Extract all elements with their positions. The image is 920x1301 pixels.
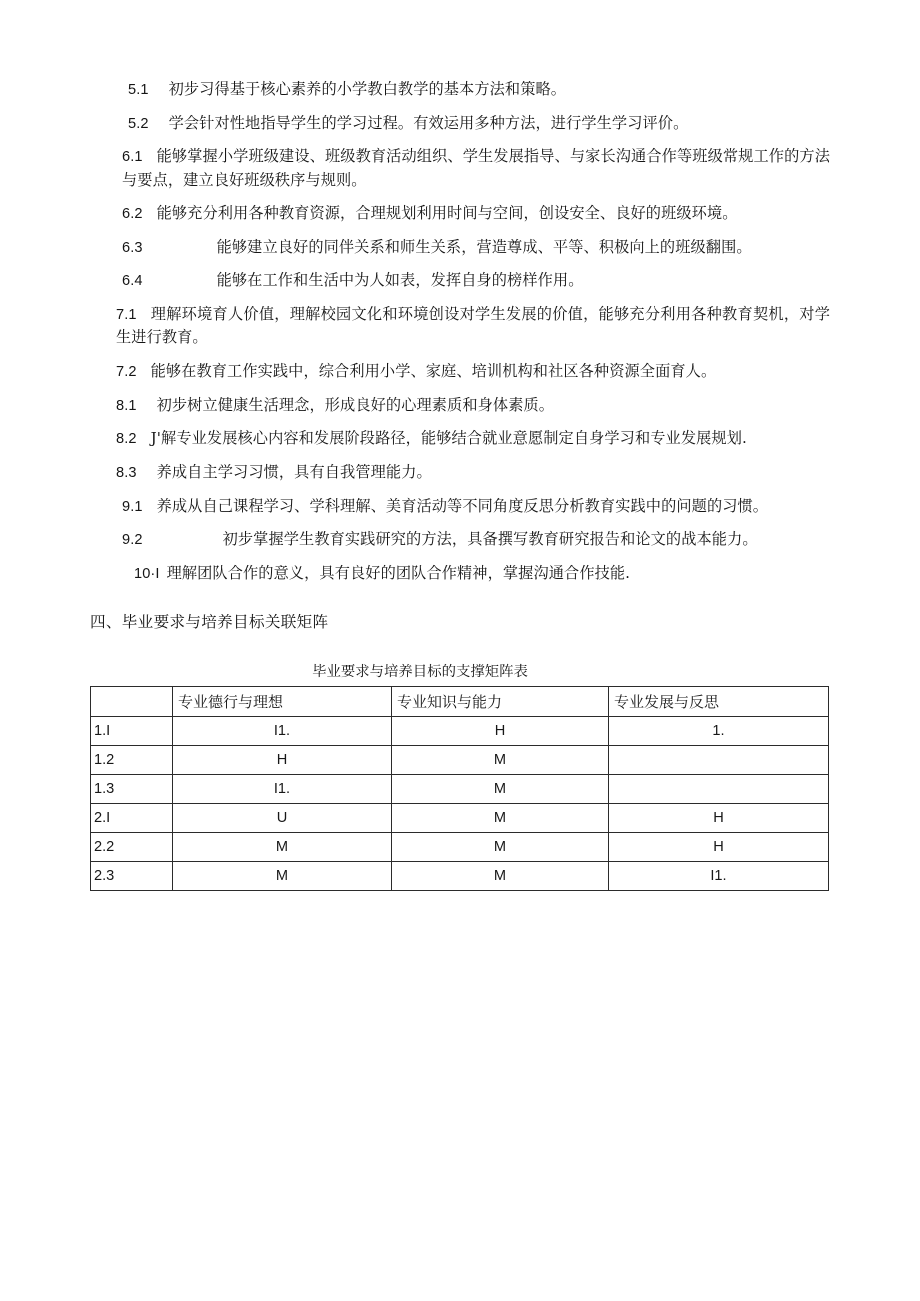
clause-number: 7.2 xyxy=(116,363,137,380)
table-header-cell-2: 专业知识与能力 xyxy=(392,687,609,717)
table-row xyxy=(91,833,829,862)
clause-text: 初步掌握学生教育实践研究的方法，具备撰写教育研究报告和论文的战本能力。 xyxy=(222,530,758,549)
table-header-cell-3: 专业发展与反思 xyxy=(609,687,829,717)
matrix-table-block xyxy=(90,660,830,891)
matrix-value-cell: M xyxy=(173,862,392,891)
row-label-cell: 1.2 xyxy=(91,746,173,775)
row-label-cell: 2.I xyxy=(91,804,173,833)
clause-number: 10·I xyxy=(134,565,160,582)
clause-number: 9.1 xyxy=(122,498,143,515)
clause-number: 6.4 xyxy=(122,273,143,290)
clause-number: 6.1 xyxy=(122,149,143,166)
matrix-value-cell: M xyxy=(173,833,392,862)
clause-text: 学会针对性地指导学生的学习过程。有效运用多种方法，进行学生学习评价。 xyxy=(168,113,689,132)
matrix-value-cell: M xyxy=(392,746,609,775)
table-caption: 毕业要求与培养目标的支撑矩阵表 xyxy=(312,664,528,681)
clause-paragraph xyxy=(90,528,830,551)
clause-text: J'解专业发展核心内容和发展阶段路径，能够结合就业意愿制定自身学习和专业发展规划. xyxy=(150,429,747,448)
matrix-value-cell: H xyxy=(173,746,392,775)
table-row xyxy=(91,862,829,891)
table-header-cell-1: 专业德行与理想 xyxy=(173,687,392,717)
clause-text: 理解环境育人价值，理解校园文化和环境创设对学生发展的价值，能够充分利用各种教育契机，对学生进行教育。 xyxy=(116,305,830,347)
clause-number: 8.2 xyxy=(116,431,137,448)
clause-text: 能够掌握小学班级建设、班级教育活动组织、学生发展指导、与家长沟通合作等班级常规工作的方法与要点，建立良好班级秩序与规则。 xyxy=(122,147,830,189)
matrix-value-cell: H xyxy=(609,804,829,833)
clause-number: 6.3 xyxy=(122,239,143,256)
clause-number: 5.2 xyxy=(128,115,149,132)
matrix-value-cell: H xyxy=(392,717,609,746)
clause-text: 能够在教育工作实践中，综合利用小学、家庭、培训机构和社区各种资源全面育人。 xyxy=(150,361,717,380)
table-header-cell-0 xyxy=(91,687,173,717)
table-body xyxy=(91,717,829,891)
clause-paragraph xyxy=(90,394,830,417)
section-heading: 四、毕业要求与培养目标关联矩阵 xyxy=(90,613,329,632)
clause-paragraph xyxy=(90,145,830,191)
matrix-value-cell: M xyxy=(392,862,609,891)
clause-paragraph xyxy=(90,112,830,135)
matrix-value-cell: U xyxy=(173,804,392,833)
matrix-value-cell: I1. xyxy=(173,717,392,746)
row-label-cell: 1.I xyxy=(91,717,173,746)
table-header-row xyxy=(91,687,829,717)
matrix-value-cell: I1. xyxy=(173,775,392,804)
clause-number: 7.1 xyxy=(116,307,137,324)
clause-paragraph xyxy=(90,562,830,585)
support-matrix-table xyxy=(90,686,829,891)
table-row xyxy=(91,717,829,746)
matrix-value-cell: 1. xyxy=(609,717,829,746)
matrix-value-cell xyxy=(609,746,829,775)
clause-number: 5.1 xyxy=(128,82,149,98)
document-body xyxy=(90,78,830,891)
row-label-cell: 2.3 xyxy=(91,862,173,891)
clause-list xyxy=(90,78,830,585)
clause-text: 养成自主学习习惯，具有自我管理能力。 xyxy=(156,462,432,481)
clause-paragraph xyxy=(90,427,830,450)
clause-text: 能够建立良好的同伴关系和师生关系，营造尊成、平等、积极向上的班级翻围。 xyxy=(216,237,752,256)
matrix-value-cell: M xyxy=(392,833,609,862)
clause-text: 初步树立健康生活理念，形成良好的心理素质和身体素质。 xyxy=(156,395,555,414)
clause-text: 能够在工作和生活中为人如表，发挥自身的榜样作用。 xyxy=(216,271,584,290)
clause-text: 养成从自己课程学习、学科理解、美育活动等不同角度反思分析教育实践中的问题的习惯。 xyxy=(156,496,769,515)
clause-paragraph xyxy=(90,78,830,101)
matrix-value-cell xyxy=(609,775,829,804)
clause-paragraph xyxy=(90,360,830,383)
clause-paragraph xyxy=(90,269,830,292)
clause-paragraph xyxy=(90,202,830,225)
matrix-value-cell: M xyxy=(392,775,609,804)
clause-text: 能够充分利用各种教育资源，合理规划利用时间与空间，创设安全、良好的班级环境。 xyxy=(156,204,738,223)
table-row xyxy=(91,804,829,833)
clause-text: 理解团队合作的意义，具有良好的团队合作精神，掌握沟通合作技能. xyxy=(166,563,631,582)
matrix-value-cell: I1. xyxy=(609,862,829,891)
clause-number: 9.2 xyxy=(122,532,143,549)
clause-text: 初步习得基于核心素养的小学教白教学的基本方法和策略。 xyxy=(168,80,567,98)
matrix-value-cell: H xyxy=(609,833,829,862)
clause-number: 8.3 xyxy=(116,464,137,481)
clause-number: 8.1 xyxy=(116,397,137,414)
clause-paragraph xyxy=(90,461,830,484)
clause-paragraph xyxy=(90,495,830,518)
clause-number: 6.2 xyxy=(122,206,143,223)
table-row xyxy=(91,775,829,804)
row-label-cell: 1.3 xyxy=(91,775,173,804)
table-row xyxy=(91,746,829,775)
matrix-value-cell: M xyxy=(392,804,609,833)
clause-paragraph xyxy=(90,303,830,349)
clause-paragraph xyxy=(90,236,830,259)
row-label-cell: 2.2 xyxy=(91,833,173,862)
